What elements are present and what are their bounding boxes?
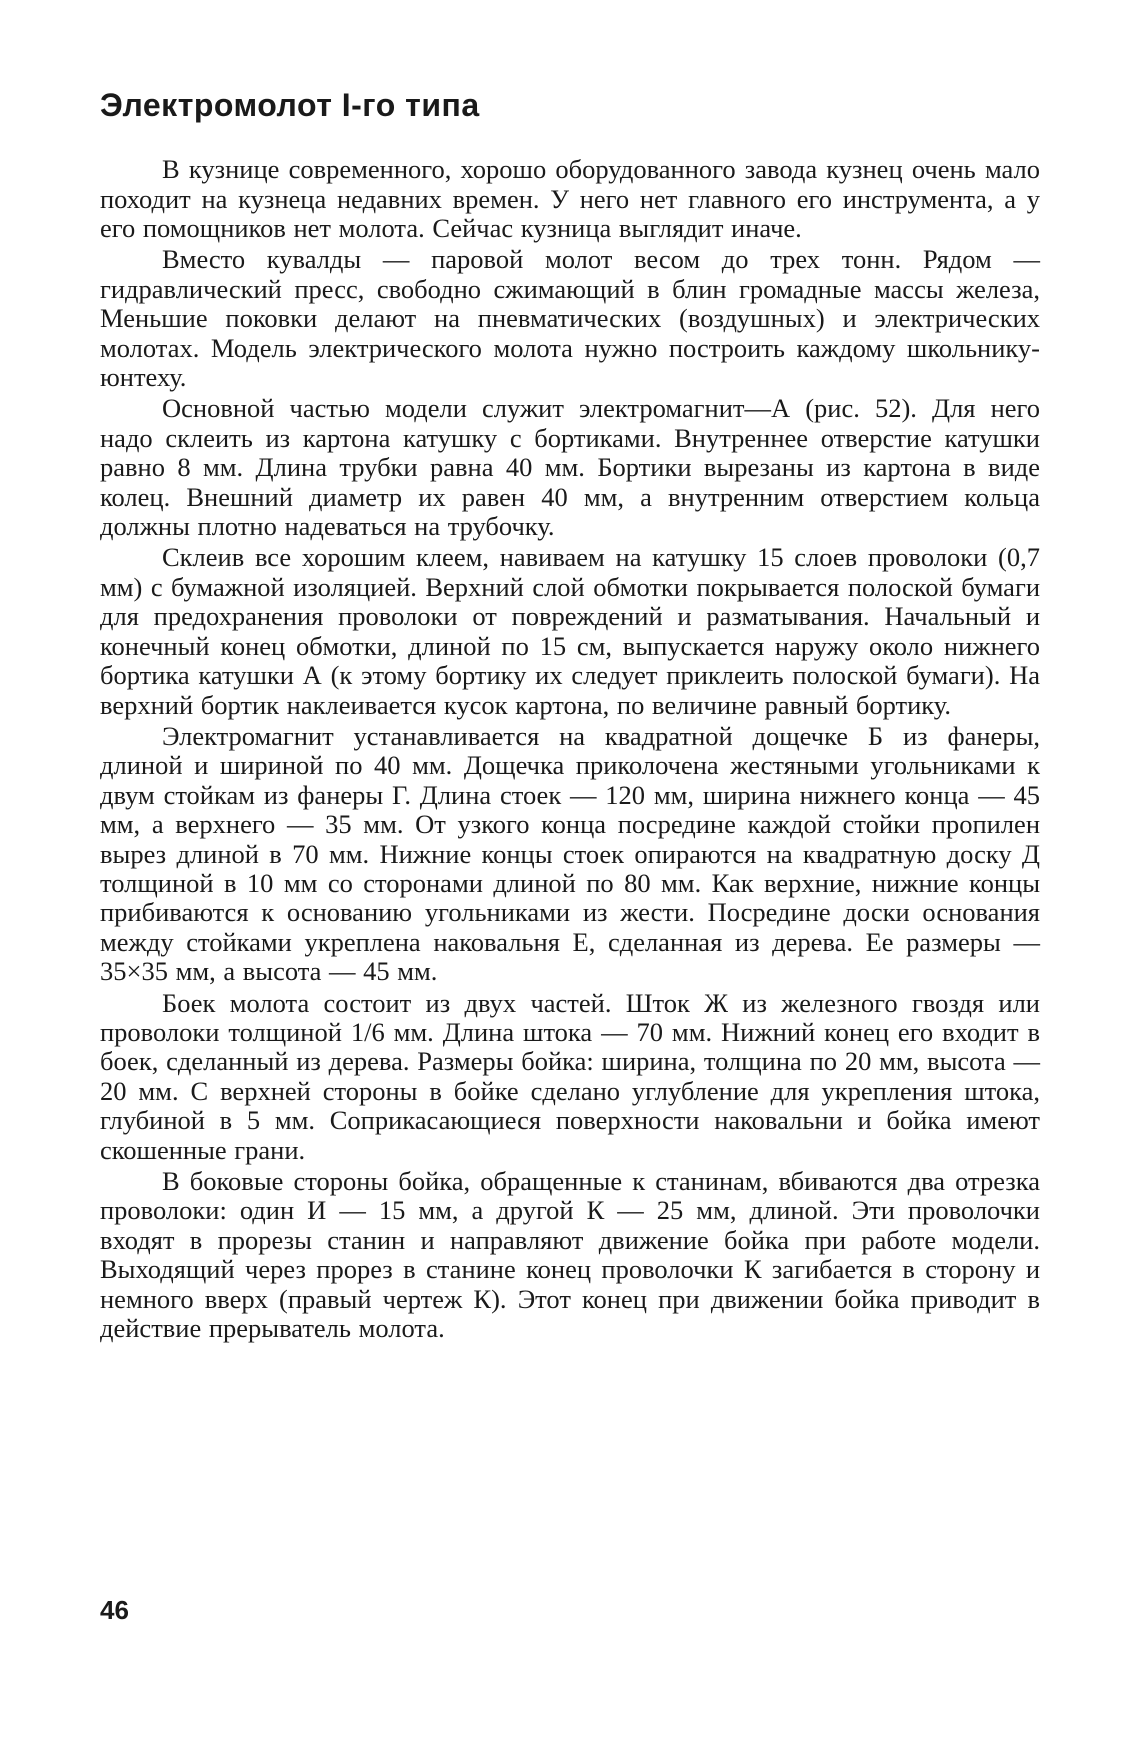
paragraph-2: Вместо кувалды — паровой молот весом до трех тонн. Рядом — гидравлический пресс, свободно сжимающий в блин громадные массы железа, Меньшие поковки делают на пневматических (воздушных) и электрических молотах. Модель электрического молота нужно построить каждому школьнику-юнтеху. xyxy=(100,244,1040,393)
paragraph-7: В боковые стороны бойка, обращенные к станинам, вбиваются два отрезка проволоки: один И — 15 мм, а другой К — 25 мм, длиной. Эти проволочки входят в прорезы станин и направляют движение бойка при работе модели. Выходящий через прорез в станине конец проволочки К загибается в сторону и немного вверх (правый чертеж К). Этот конец при движении бойка приводит в действие прерыватель молота. xyxy=(100,1166,1040,1344)
section-heading: Электромолот I-го типа xyxy=(100,87,480,123)
paragraph-3: Основной частью модели служит электромагнит—А (рис. 52). Для него надо склеить из картона катушку с бортиками. Внутреннее отверстие катушки равно 8 мм. Длина трубки равна 40 мм. Бортики вырезаны из картона в виде колец. Внешний диаметр их равен 40 мм, а внутренним отверстием кольца должны плотно надеваться на трубочку. xyxy=(100,393,1040,542)
paragraph-5: Электромагнит устанавливается на квадратной дощечке Б из фанеры, длиной и шириной по 40 мм. Дощечка приколочена жестяными угольниками к двум стойкам из фанеры Г. Длина стоек — 120 мм, ширина нижнего конца — 45 мм, а верхнего — 35 мм. От узкого конца посредине каждой стойки пропилен вырез длиной в 70 мм. Нижние концы стоек опираются на квадратную доску Д толщиной в 10 мм со сторонами длиной по 80 мм. Как верхние, нижние концы прибиваются к основанию угольниками из жести. Посредине доски основания между стойками укреплена наковальня Е, сделанная из дерева. Ее размеры — 35×35 мм, а высота — 45 мм. xyxy=(100,720,1040,987)
page-body xyxy=(100,88,1040,1343)
paragraph-6: Боек молота состоит из двух частей. Шток Ж из железного гвоздя или проволоки толщиной 1/6 мм. Длина штока — 70 мм. Нижний конец его входит в боек, сделанный из дерева. Размеры бойка: ширина, толщина по 20 мм, высота — 20 мм. С верхней стороны в бойке сделано углубление для укрепления штока, глубиной в 5 мм. Соприкасающиеся поверхности наковальни и бойка имеют скошенные грани. xyxy=(100,987,1040,1165)
page-number: 46 xyxy=(100,1595,129,1625)
paragraph-4: Склеив все хорошим клеем, навиваем на катушку 15 слоев проволоки (0,7 мм) с бумажной изоляцией. Верхний слой обмотки покрывается полоской бумаги для предохранения проволоки от повреждений и разматывания. Начальный и конечный конец обмотки, длиной по 15 см, выпускается наружу около нижнего бортика катушки А (к этому бортику их следует приклеить полоской бумаги). На верхний бортик наклеивается кусок картона, по величине равный бортику. xyxy=(100,542,1040,720)
paragraph-1: В кузнице современного, хорошо оборудованного завода кузнец очень мало походит на кузнеца недавних времен. У него нет главного его инструмента, а у его помощников нет молота. Сейчас кузница выглядит иначе. xyxy=(100,154,1040,243)
